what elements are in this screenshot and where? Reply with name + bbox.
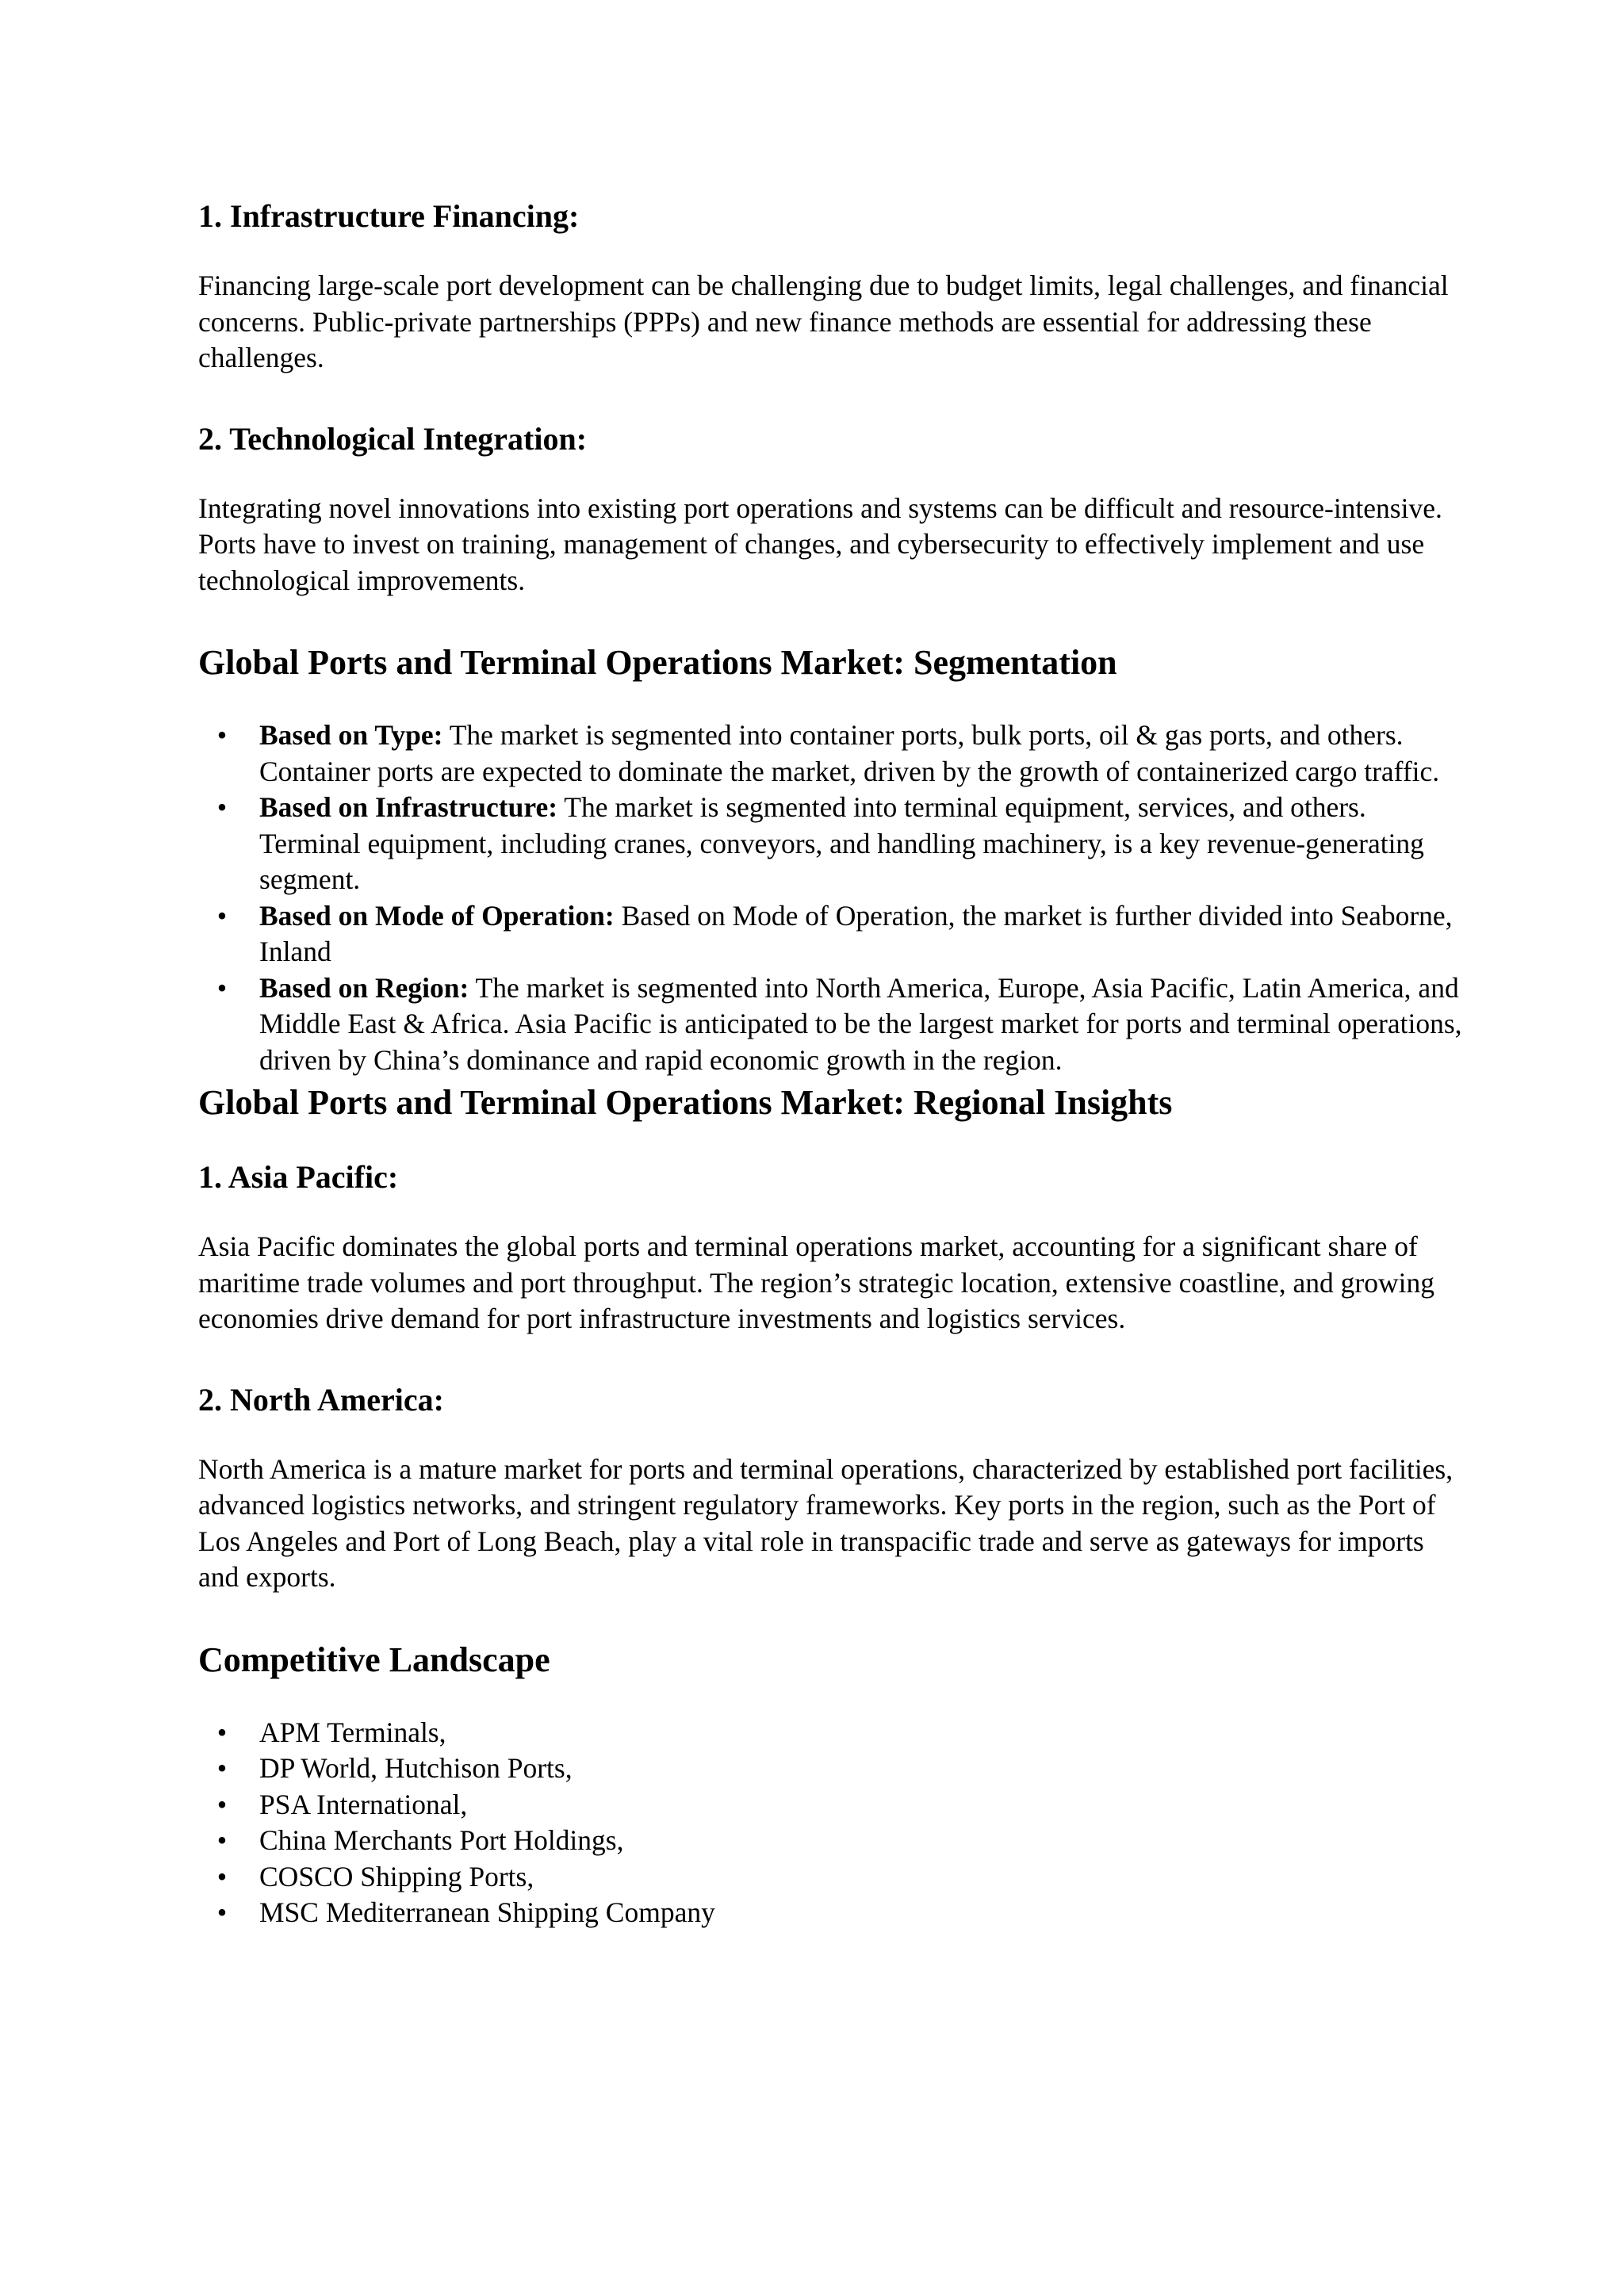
company-name: APM Terminals, xyxy=(259,1716,446,1748)
bullet-icon: • xyxy=(216,1860,228,1892)
heading-regional-insights: Global Ports and Terminal Operations Market: Regional Insights xyxy=(198,1083,1173,1122)
bullet-icon: • xyxy=(216,719,228,751)
heading-north-america: 2. North America: xyxy=(198,1381,444,1418)
segmentation-item-text: The market is segmented into container ports, bulk ports, oil & gas ports, and others. Container ports are expected to dominate the market, driven by the growth of containerized cargo traffic. xyxy=(259,719,1440,787)
paragraph-asia-pacific: Asia Pacific dominates the global ports and terminal operations market, accounting for a significant share of maritime trade volumes and port throughput. The region’s strategic location, extensive coastline, and growing economies drive demand for port infrastructure investments and logistics services. xyxy=(198,1230,1434,1334)
company-list xyxy=(198,1715,1467,1931)
bullet-icon: • xyxy=(216,899,228,932)
bullet-icon: • xyxy=(216,1716,228,1748)
company-name: COSCO Shipping Ports, xyxy=(259,1860,534,1892)
segmentation-item-mode xyxy=(198,898,1467,970)
bullet-icon: • xyxy=(216,1788,228,1820)
segmentation-item-infrastructure xyxy=(198,790,1467,898)
company-name: DP World, Hutchison Ports, xyxy=(259,1752,573,1784)
company-item xyxy=(198,1895,1467,1931)
segmentation-item-text: Based on Mode of Operation, the market is further divided into Seaborne, Inland xyxy=(259,899,1453,967)
company-name: MSC Mediterranean Shipping Company xyxy=(259,1896,715,1928)
segmentation-item-text: The market is segmented into terminal equipment, services, and others. Terminal equipment, including cranes, conveyors, and handling machinery, is a key revenue-generating segment. xyxy=(259,791,1424,895)
segmentation-item-lead: Based on Infrastructure: xyxy=(259,791,558,823)
bullet-icon: • xyxy=(216,1824,228,1856)
company-name: PSA International, xyxy=(259,1788,468,1820)
company-item xyxy=(198,1787,1467,1823)
bullet-icon: • xyxy=(216,1752,228,1784)
company-item xyxy=(198,1751,1467,1787)
company-name: China Merchants Port Holdings, xyxy=(259,1824,624,1856)
paragraph-north-america: North America is a mature market for ports and terminal operations, characterized by established port facilities, advanced logistics networks, and stringent regulatory frameworks. Key ports in the region, such as the Port of Los Angeles and Port of Long Beach, play a vital role in transpacific trade and serve as gateways for imports and exports. xyxy=(198,1452,1454,1593)
bullet-icon: • xyxy=(216,791,228,823)
segmentation-item-lead: Based on Region: xyxy=(259,971,469,1004)
heading-technological-integration: 2. Technological Integration: xyxy=(198,420,588,457)
bullet-icon: • xyxy=(216,971,228,1004)
heading-competitive-landscape: Competitive Landscape xyxy=(198,1640,550,1679)
segmentation-item-region xyxy=(198,970,1467,1079)
segmentation-item-text: The market is segmented into North America, Europe, Asia Pacific, Latin America, and Middle East & Africa. Asia Pacific is anticipated to be the largest market for ports and terminal operations, driven by China’s dominance and rapid economic growth in the region. xyxy=(259,971,1462,1076)
segmentation-item-lead: Based on Mode of Operation: xyxy=(259,899,615,932)
segmentation-item-type xyxy=(198,718,1467,790)
segmentation-list xyxy=(198,718,1467,1078)
segmentation-item-lead: Based on Type: xyxy=(259,719,443,751)
heading-asia-pacific: 1. Asia Pacific: xyxy=(198,1159,399,1195)
paragraph-infrastructure-financing: Financing large-scale port development can be challenging due to budget limits, legal challenges, and financial concerns. Public-private partnerships (PPPs) and new finance methods are essential for addressing these challenges. xyxy=(198,270,1449,373)
company-item xyxy=(198,1823,1467,1859)
bullet-icon: • xyxy=(216,1896,228,1928)
company-item xyxy=(198,1715,1467,1751)
heading-segmentation: Global Ports and Terminal Operations Market: Segmentation xyxy=(198,643,1117,682)
company-item xyxy=(198,1859,1467,1896)
paragraph-technological-integration: Integrating novel innovations into existing port operations and systems can be difficult and resource-intensive. Ports have to invest on training, management of changes, and cybersecurity to effectively implement and use technological improvements. xyxy=(198,492,1442,596)
heading-infrastructure-financing: 1. Infrastructure Financing: xyxy=(198,198,580,234)
document-content xyxy=(198,197,1467,1931)
